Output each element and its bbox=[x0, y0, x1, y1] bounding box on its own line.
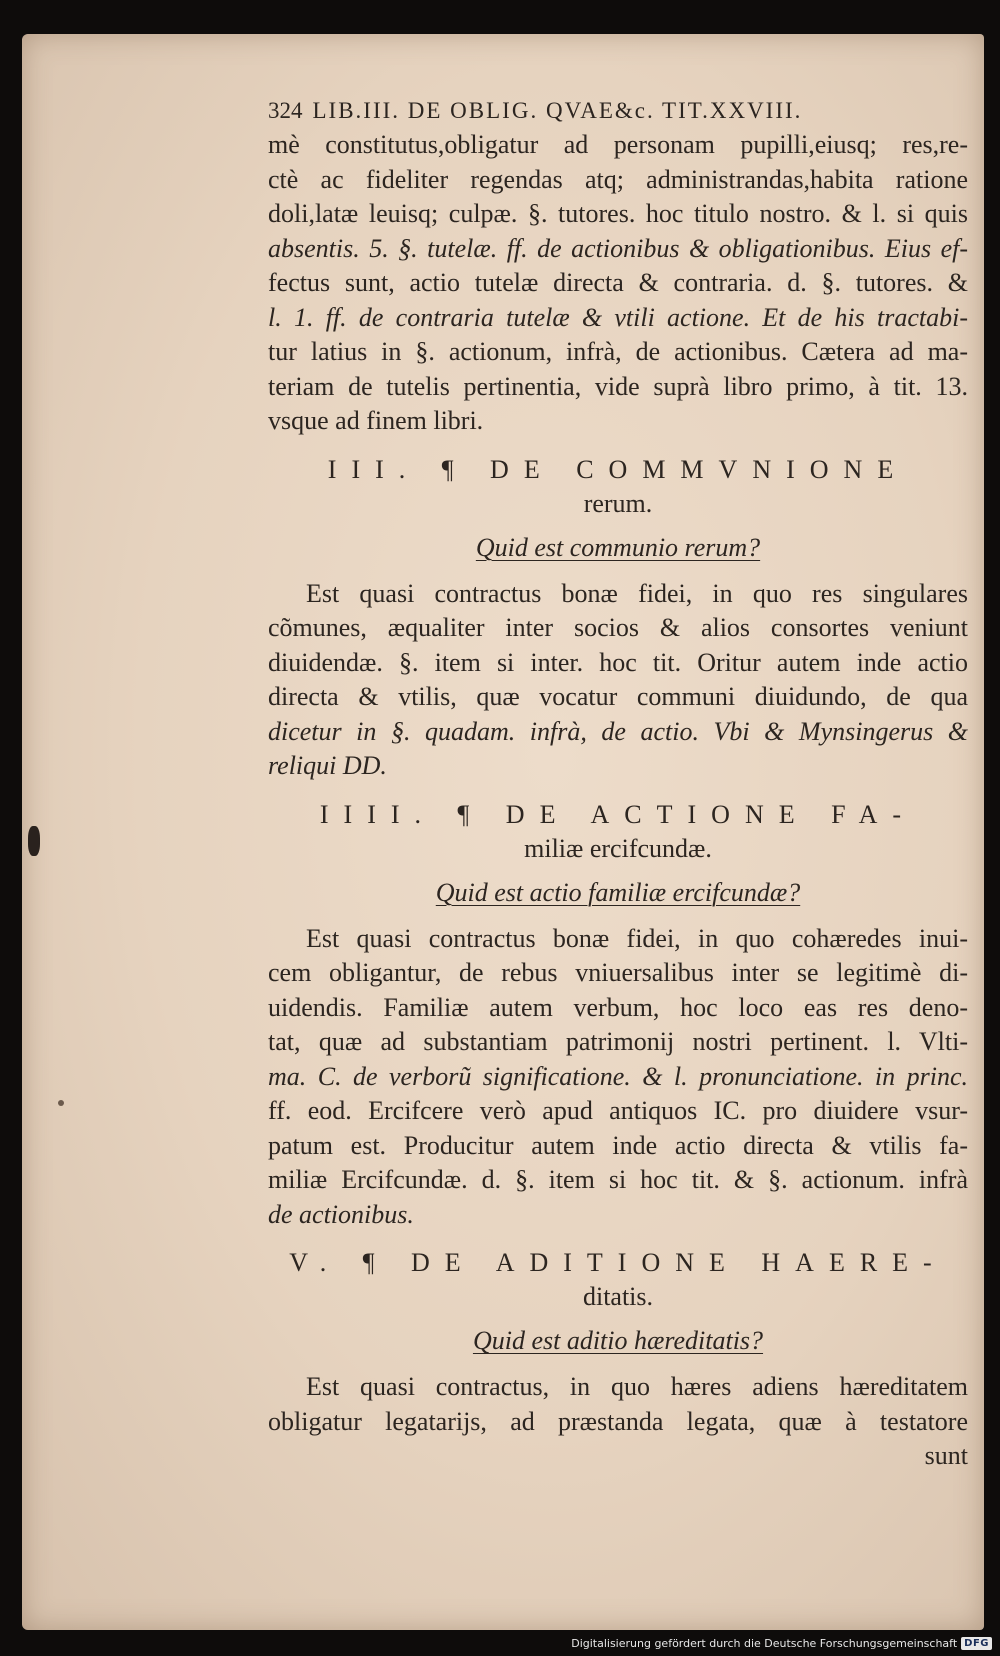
text-line: dicetur in §. quadam. infrà, de actio. Vbi & Mynsingerus & bbox=[268, 716, 968, 746]
text-line: diuidendæ. §. item si inter. hoc tit. Oritur autem inde actio bbox=[268, 647, 968, 677]
dfg-logo: DFG bbox=[961, 1637, 992, 1650]
section-question: Quid est aditio hæreditatis? bbox=[472, 1326, 764, 1355]
section-subheading: miliæ ercifcundæ. bbox=[524, 833, 712, 863]
section-subheading: ditatis. bbox=[582, 1282, 654, 1311]
section-paragraph bbox=[268, 922, 968, 1233]
text-line: patum est. Producitur autem inde actio directa & vtilis fa- bbox=[268, 1130, 968, 1160]
ink-spot bbox=[58, 1100, 64, 1106]
text-line: cõmunes, æqualiter inter socios & alios consortes veniunt bbox=[268, 613, 968, 642]
section-paragraph bbox=[268, 577, 968, 784]
section-heading: IIII. ¶ DE ACTIONE FA- bbox=[319, 799, 917, 829]
text-line: uidendis. Familiæ autem verbum, hoc loco eas res deno- bbox=[268, 992, 968, 1022]
text-line: Est quasi contractus bonæ fidei, in quo res singulares bbox=[306, 578, 968, 608]
text-line: de actionibus. bbox=[268, 1199, 414, 1229]
text-line: obligatur legatarijs, ad præstanda legata, quæ à testatore bbox=[268, 1406, 968, 1436]
binding-hole bbox=[28, 826, 40, 856]
text-line: vsque ad finem libri. bbox=[268, 406, 484, 435]
digitization-footer bbox=[571, 1637, 992, 1650]
text-line: l. 1. ff. de contraria tutelæ & vtili actione. Et de his tractabi- bbox=[268, 302, 968, 332]
text-line: ff. eod. Ercifcere verò apud antiquos IC. pro diuidere vsur- bbox=[268, 1096, 968, 1125]
running-head bbox=[268, 98, 968, 124]
text-line: miliæ Ercifcundæ. d. §. item si hoc tit. & §. actionum. infrà bbox=[268, 1165, 968, 1194]
text-line: tat, quæ ad substantiam patrimonij nostri pertinent. l. Vlti- bbox=[268, 1027, 968, 1056]
text-line: teriam de tutelis pertinentia, vide suprà libro primo, à tit. 13. bbox=[268, 371, 968, 401]
running-head-title: LIB.III. DE OBLIG. QVAE&c. TIT.XXVIII. bbox=[312, 98, 803, 123]
text-line: mè constitutus,obligatur ad personam pupilli,eiusq; res,re- bbox=[268, 130, 968, 159]
section-heading: III. ¶ DE COMMVNIONE bbox=[327, 454, 909, 484]
text-line: doli,latæ leuisq; culpæ. §. tutores. hoc titulo nostro. & l. si quis bbox=[268, 199, 968, 228]
text-line: tur latius in §. actionum, infrà, de actionibus. Cætera ad ma- bbox=[268, 337, 968, 366]
text-line: Est quasi contractus, in quo hæres adiens hæreditatem bbox=[306, 1372, 968, 1401]
scanned-page bbox=[22, 34, 984, 1630]
text-line: absentis. 5. §. tutelæ. ff. de actionibus & obligationibus. Eius ef- bbox=[268, 233, 968, 263]
page-text bbox=[268, 98, 968, 1474]
text-line: reliqui DD. bbox=[268, 751, 387, 780]
intro-paragraph bbox=[268, 128, 968, 439]
text-line: cem obligantur, de rebus vniuersalibus inter se legitimè di- bbox=[268, 958, 968, 987]
footer-text: Digitalisierung gefördert durch die Deutsche Forschungsgemeinschaft bbox=[571, 1637, 958, 1650]
catchword: sunt bbox=[924, 1441, 968, 1470]
section-heading: V. ¶ DE ADITIONE HAERE- bbox=[289, 1248, 947, 1277]
section-question: Quid est actio familiæ ercifcundæ? bbox=[435, 877, 801, 907]
section-paragraph bbox=[268, 1370, 968, 1474]
text-line: fectus sunt, actio tutelæ directa & contraria. d. §. tutores. & bbox=[268, 268, 968, 297]
text-line: ma. C. de verborũ significatione. & l. pronunciatione. in princ. bbox=[268, 1061, 968, 1091]
text-line: ctè ac fideliter regendas atq; administrandas,habita ratione bbox=[268, 164, 968, 194]
page-number: 324 bbox=[268, 98, 303, 123]
text-line: Est quasi contractus bonæ fidei, in quo cohæredes inui- bbox=[306, 923, 968, 953]
section-question: Quid est communio rerum? bbox=[475, 532, 761, 562]
section-subheading: rerum. bbox=[583, 488, 653, 518]
text-line: directa & vtilis, quæ vocatur communi diuidundo, de qua bbox=[268, 682, 968, 711]
